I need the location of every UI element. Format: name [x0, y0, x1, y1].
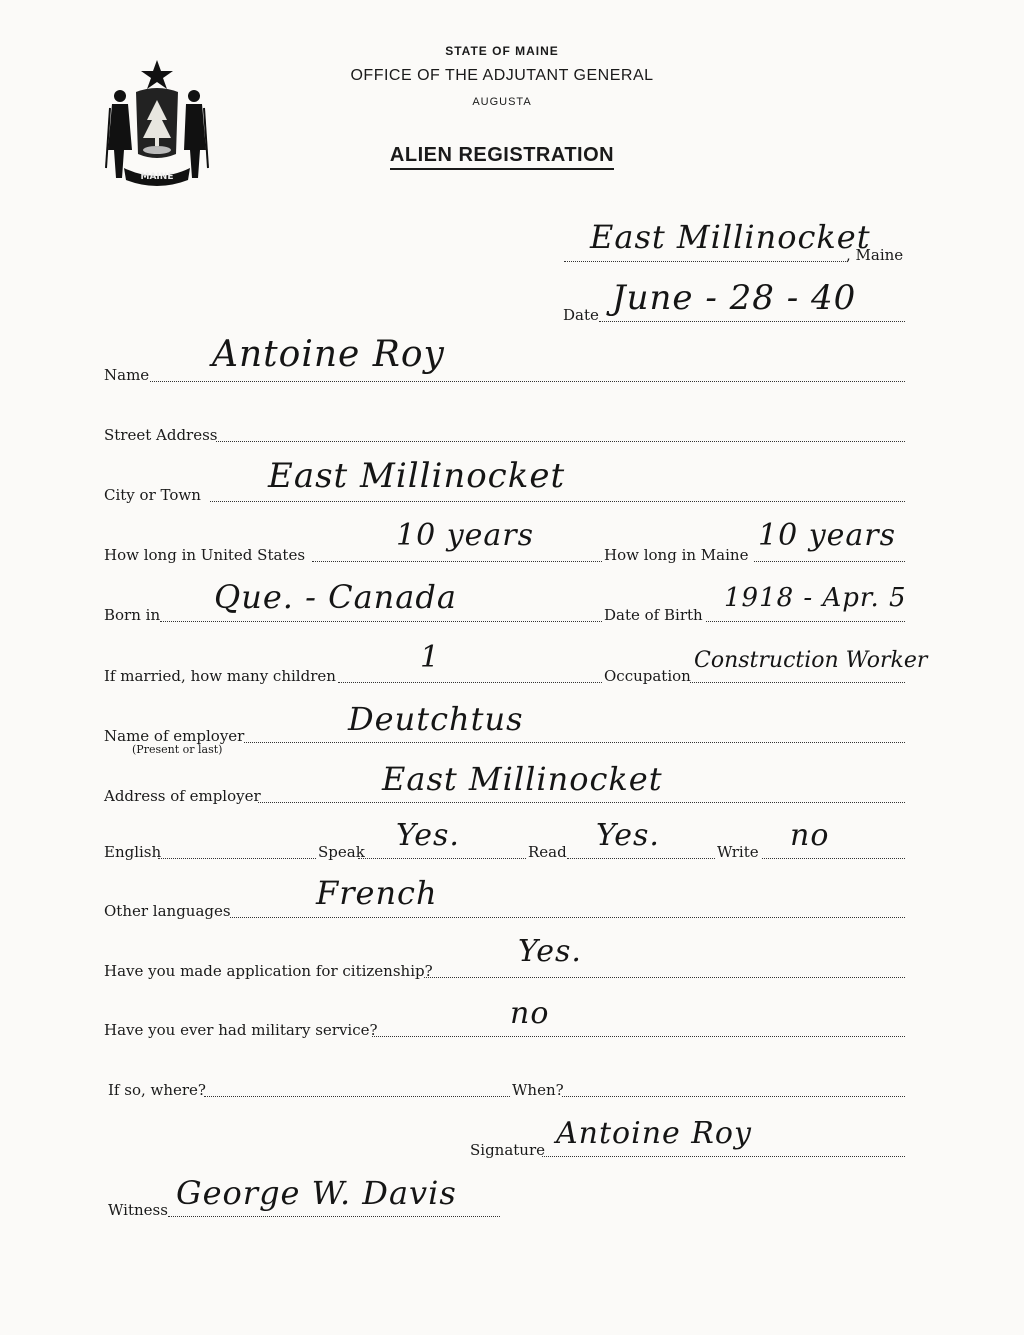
town-line — [564, 261, 848, 262]
other-languages-label: Other languages — [104, 902, 231, 920]
other-languages-value: French — [316, 874, 438, 912]
read-line — [567, 858, 715, 859]
children-line — [338, 682, 602, 683]
military-value: no — [510, 996, 550, 1031]
dob-line — [706, 621, 905, 622]
maine-label: , Maine — [846, 246, 904, 264]
when-label: When? — [512, 1081, 564, 1099]
when-line — [562, 1096, 905, 1097]
how-long-maine-value: 10 years — [758, 518, 897, 553]
english-line — [158, 858, 316, 859]
signature-label: Signature — [470, 1141, 546, 1159]
english-label: English — [104, 843, 162, 861]
witness-line — [168, 1216, 500, 1217]
name-line — [150, 381, 905, 382]
employer-sublabel: (Present or last) — [132, 743, 223, 756]
name-label: Name — [104, 366, 150, 384]
dob-value: 1918 - Apr. 5 — [724, 583, 907, 613]
other-languages-line — [230, 917, 905, 918]
occupation-line — [690, 682, 905, 683]
employer-value: Deutchtus — [348, 700, 524, 738]
city-heading: AUGUSTA — [472, 96, 532, 108]
citizenship-value: Yes. — [518, 934, 582, 969]
how-long-us-label: How long in United States — [104, 546, 306, 564]
citizenship-label: Have you made application for citizenship? — [104, 962, 433, 980]
employer-address-value: East Millinocket — [382, 760, 663, 798]
read-label: Read — [528, 843, 567, 861]
witness-value: George W. Davis — [176, 1174, 457, 1212]
write-line — [762, 858, 905, 859]
street-line — [216, 441, 905, 442]
where-line — [204, 1096, 510, 1097]
employer-label: Name of employer — [104, 727, 245, 745]
occupation-value: Construction Worker — [694, 648, 928, 673]
children-value: 1 — [420, 640, 441, 675]
signature-value: Antoine Roy — [556, 1116, 752, 1151]
speak-value: Yes. — [396, 818, 460, 853]
employer-address-label: Address of employer — [104, 787, 261, 805]
how-long-us-line — [312, 561, 602, 562]
date-value: June - 28 - 40 — [612, 278, 857, 318]
born-in-value: Que. - Canada — [214, 578, 457, 616]
where-label: If so, where? — [108, 1081, 206, 1099]
speak-line — [358, 858, 526, 859]
speak-label: Speak — [318, 843, 365, 861]
read-value: Yes. — [596, 818, 660, 853]
employer-line — [244, 742, 905, 743]
date-label: Date — [563, 306, 599, 324]
occupation-label: Occupation — [604, 667, 691, 685]
born-in-line — [160, 621, 602, 622]
children-label: If married, how many children — [104, 667, 336, 685]
date-line — [599, 321, 905, 322]
write-value: no — [790, 818, 830, 853]
write-label: Write — [717, 843, 759, 861]
witness-label: Witness — [108, 1201, 168, 1219]
city-value: East Millinocket — [268, 456, 566, 496]
city-line — [210, 501, 905, 502]
how-long-maine-label: How long in Maine — [604, 546, 749, 564]
office-heading: OFFICE OF THE ADJUTANT GENERAL — [350, 67, 654, 84]
dob-label: Date of Birth — [604, 606, 703, 624]
seal-text: MAINE — [140, 172, 174, 182]
born-in-label: Born in — [104, 606, 161, 624]
how-long-maine-line — [754, 561, 905, 562]
town-value: East Millinocket — [590, 218, 871, 256]
military-line — [372, 1036, 905, 1037]
name-value: Antoine Roy — [212, 334, 445, 375]
employer-address-line — [258, 802, 905, 803]
citizenship-line — [424, 977, 905, 978]
maine-state-seal-icon — [104, 58, 210, 186]
how-long-us-value: 10 years — [396, 518, 535, 553]
street-label: Street Address — [104, 426, 218, 444]
city-label: City or Town — [104, 486, 201, 504]
signature-line — [542, 1156, 905, 1157]
state-heading: STATE OF MAINE — [445, 44, 559, 58]
form-title: ALIEN REGISTRATION — [0, 144, 1004, 167]
military-label: Have you ever had military service? — [104, 1021, 378, 1039]
